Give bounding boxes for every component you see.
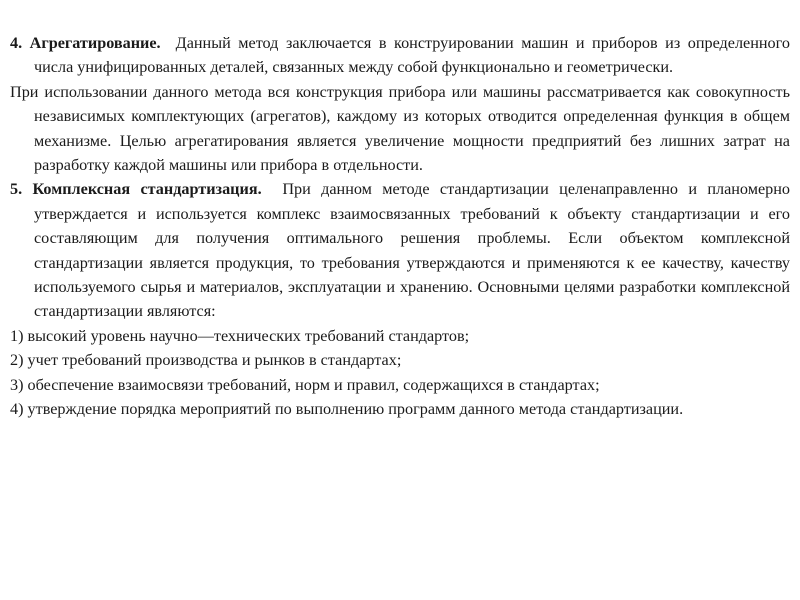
section-5-heading: 5. Комплексная стандартизация. <box>10 180 262 199</box>
section-4-heading: 4. Агрегатирование. <box>10 34 161 52</box>
section-4-paragraph <box>10 31 790 80</box>
goal-item-4: 4) утверждение порядка мероприятий по выполнению программ данного метода стандартизации. <box>10 400 684 419</box>
document-text <box>10 31 790 422</box>
goal-item-2: 2) учет требований производства и рынков в стандартах; <box>10 351 402 370</box>
aggregation-paragraph: При использовании данного метода вся конструкция прибора или машины рассматривается как совокупность независимых комплектующих (агрегатов), каждому из которых отводится определенная функция в общем механизме. Целью агрегатирования является увеличение мощности предприятий без лишних затрат на разработку каждой машины или прибора в отдельности. <box>10 82 790 175</box>
goal-item-3: 3) обеспечение взаимосвязи требований, норм и правил, содержащихся в стандартах; <box>10 375 600 394</box>
section-5-text: При данном методе стандартизации целенаправленно и планомерно утверждается и используется комплекс взаимосвязанных требований к объекту стандартизации и его составляющим для получения оптимального решения проблемы. Если объектом комплексной стандартизации является продукция, то требования утверждаются и применяются к ее качеству, качеству используемого сырья и материалов, эксплуатации и хранению. Основными целями разработки комплексной стандартизации являются: <box>34 180 790 321</box>
section-5-paragraph <box>10 177 790 323</box>
section-4-text: Данный метод заключается в конструировании машин и приборов из определенного числа унифицированных деталей, связанных между собой функционально и геометрически. <box>34 34 790 77</box>
goal-item-1: 1) высокий уровень научно—технических требований стандартов; <box>10 326 470 345</box>
